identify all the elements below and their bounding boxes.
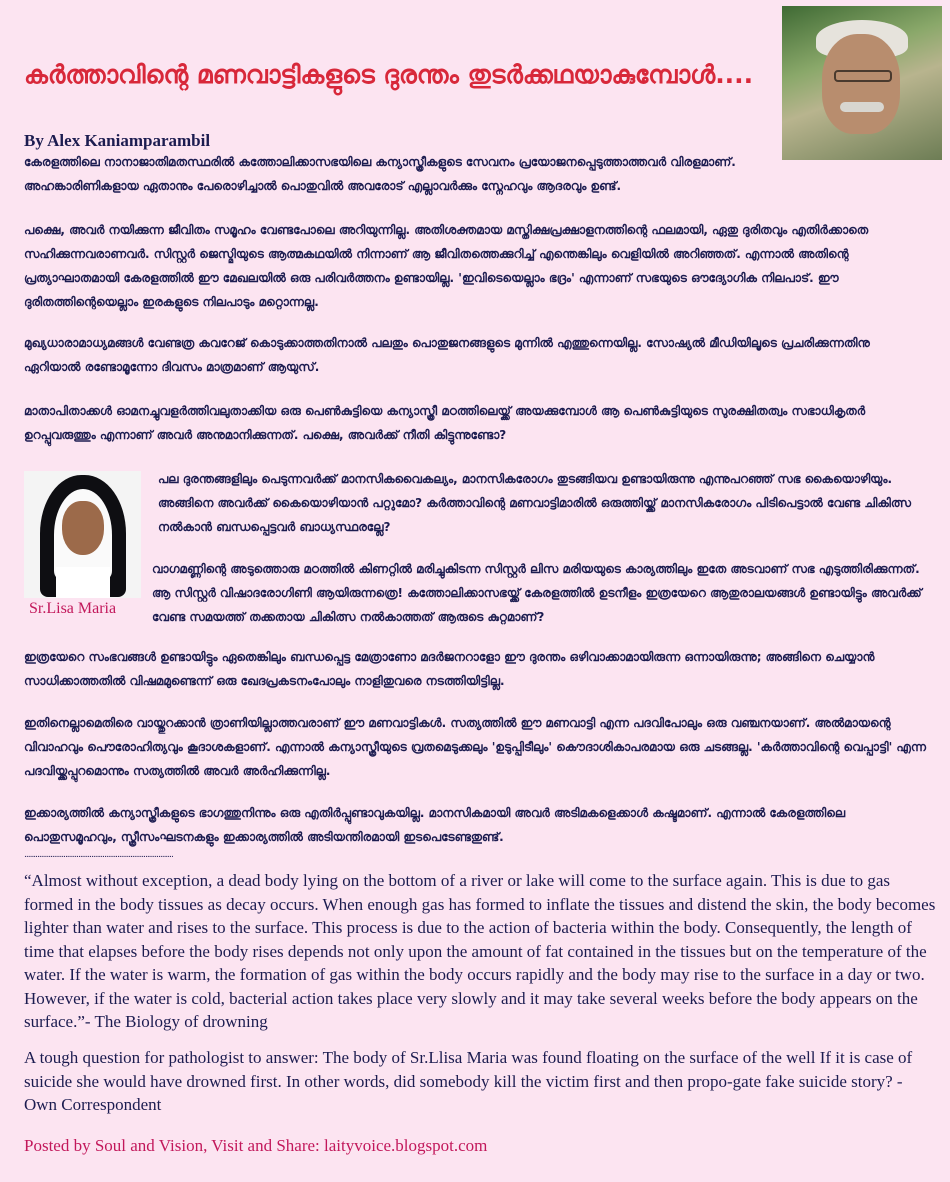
- drowning-quote: “Almost without exception, a dead body lying on the bottom of a river or lake will come to the surface again. This is due to gas formed in the body tissues as decay occurs. When enough gas has formed to inflate the tissues and distend the skin, the body becomes lighter than water and rises to the surface. This process is due to the action of bacteria within the body. Consequently, the length of time that elapses before the body rises depends not only upon the amount of fat contained in the tissues but on the temperature of the water. If the water is warm, the formation of gas within the body occurs rapidly and the body may rise to the surface in a day or two. However, if the water is cold, bacterial action takes place very slowly and it may take several weeks before the body appears on the surface.”- The Biology of drowning: [24, 871, 936, 1031]
- nun-photo-collar: [56, 567, 110, 598]
- sister-lisa-maria-photo: [24, 471, 141, 598]
- paragraph-2: പക്ഷെ, അവർ നയിക്കുന്ന ജീവിതം സമൂഹം വേണ്ടപോലെ അറിയുന്നില്ല. അതിശക്തമായ മസ്തിക്ഷപ്രക്ഷാളനത്തിന്റെ ഫലമായി, ഏതു ദുരിതവും എതിർക്കാതെ സഹിക്കുന്നവരാണവർ. സിസ്റ്റർ ജെസ്മിയുടെ ആത്മകഥയിൽ നിന്നാണ് ആ ജീവിതത്തെക്കുറിച്ച് എന്തെങ്കിലും വെളിയിൽ അറിഞ്ഞത്. എന്നാൽ അതിന്റെ പ്രത്യാഘാതമായി കേരളത്തിൽ ഈ മേഖലയിൽ ഒരു പരിവർത്തനം ഉണ്ടായില്ല. 'ഇവിടെയെല്ലാം ഭദ്രം' എന്നാണ് സഭയുടെ ഔദ്യോഗിക നിലപാട്. ഈ ദുരിതത്തിന്റെയെല്ലാം ഇരകളുടെ നിലപാടും മറ്റൊന്നല്ല.: [24, 223, 869, 309]
- paragraph-7: ഇത്രയേറെ സംഭവങ്ങൾ ഉണ്ടായിട്ടും ഏതെങ്കിലും ബന്ധപ്പെട്ട മേത്രാണോ മദർജനറാളോ ഈ ദുരന്തം ഒഴിവാക്കാമായിരുന്ന ഒന്നായിരുന്നു; അങ്ങിനെ ചെയ്യാൻ സാധിക്കാത്തതിൽ വിഷമമുണ്ടെന്ന് ഒരു ഖേദപ്രകടനംപോലും നാളിതുവരെ നടത്തിയിട്ടില്ല.: [24, 650, 875, 688]
- paragraph-3: മുഖ്യധാരാമാധ്യമങ്ങൾ വേണ്ടത്ര കവറേജ് കൊടുക്കാത്തതിനാൽ പലതും പൊതുജനങ്ങളുടെ മുന്നിൽ എത്തുന്നെയില്ല. സോഷ്യൽ മീഡിയിലൂടെ പ്രചരിക്കുന്നതിനു ഏറിയാൽ രണ്ടോമൂന്നോ ദിവസം മാത്രമാണ് ആയുസ്.: [24, 336, 870, 374]
- author-photo: [782, 6, 942, 160]
- author-photo-glasses: [834, 70, 892, 82]
- author-photo-mustache: [840, 102, 884, 112]
- paragraph-6: വാഗമണ്ണിന്റെ അടുത്തൊരു മഠത്തിൽ കിണറ്റിൽ മരിച്ചുകിടന്ന സിസ്റ്റർ ലിസ മരിയയുടെ കാര്യത്തിലും ഇതേ അടവാണ് സഭ എടുത്തിരിക്കുന്നത്. ആ സിസ്റ്റർ വിഷാദരോഗിണി ആയിരുന്നത്രെ! കത്തോലിക്കാസഭയ്ക്ക് കേരളത്തിൽ ഉടനീളം ഇത്രയേറെ ആതുരാലയങ്ങൾ ഉണ്ടായിട്ടും അവർക്ക് വേണ്ട സമയത്ത് തക്കതായ ചികിത്സ നൽകാത്തത് ആരുടെ കുറ്റമാണ്?: [152, 562, 922, 624]
- paragraph-1: കേരളത്തിലെ നാനാജാതിമതസ്ഥരിൽ കത്തോലിക്കാസഭയിലെ കന്യാസ്ത്രീകളുടെ സേവനം പ്രയോജനപ്പെടുത്താത്തവർ വിരളമാണ്. അഹങ്കാരിണികളായ ഏതാനും പേരൊഴിച്ചാൽ പൊതുവിൽ അവരോട് എല്ലാവർക്കും സ്നേഹവും ആദരവും ഉണ്ട്.: [24, 155, 736, 193]
- pathologist-question: A tough question for pathologist to answer: The body of Sr.Llisa Maria was found floating on the surface of the well If it is case of suicide she would have drowned first. In other words, did somebody kill the victim first and then propo-gate fake suicide story? - Own Correspondent: [24, 1048, 913, 1114]
- separator-dots: ................................................................................: [24, 850, 173, 860]
- paragraph-9: ഇക്കാര്യത്തിൽ കന്യാസ്ത്രീകളുടെ ഭാഗത്തുനിന്നും ഒരു എതിർപ്പുണ്ടാവുകയില്ല. മാനസികമായി അവർ അടിമകളെക്കാൾ കഷ്ടമാണ്. എന്നാൽ കേരളത്തിലെ പൊതുസമൂഹവും, സ്ത്രീസംഘടനകളും ഇക്കാര്യത്തിൽ അടിയന്തിരമായി ഇടപെടേണ്ടതുണ്ട്.: [24, 806, 846, 844]
- article-byline: By Alex Kaniamparambil: [24, 131, 211, 150]
- photo-caption: Sr.Lisa Maria: [29, 600, 117, 617]
- paragraph-8: ഇതിനെല്ലാമെതിരെ വായ്തുറക്കാൻ ത്രാണിയില്ലാത്തവരാണ് ഈ മണവാട്ടികൾ. സത്യത്തിൽ ഈ മണവാട്ടി എന്ന പദവിപോലും ഒരു വഞ്ചനയാണ്. അൽമായന്റെ വിവാഹവും പൌരോഹിത്യവും കൂദാശകളാണ്. എന്നാൽ കന്യാസ്ത്രീയുടെ വ്രതമെടുക്കലും 'ഉടുപ്പിടീലും' കൌദാശികാപരമായ ഒരു ചടങ്ങല്ല. 'കർത്താവിന്റെ വെപ്പാട്ടി' എന്ന പദവിയ്ക്കപ്പുറമൊന്നും സത്യത്തിൽ അവർ അർഹിക്കുന്നില്ല.: [24, 716, 926, 778]
- nun-photo-face: [62, 501, 104, 555]
- article-title: കർത്താവിന്റെ മണവാട്ടികളുടെ ദുരന്തം തുടർക്കഥയാകുമ്പോൾ....: [24, 60, 754, 89]
- posted-by-footer: Posted by Soul and Vision, Visit and Share: laityvoice.blogspot.com: [24, 1136, 488, 1155]
- paragraph-4: മാതാപിതാക്കൾ ഓമനച്ചുവളർത്തിവലുതാക്കിയ ഒരു പെൺകുട്ടിയെ കന്യാസ്ത്രീ മഠത്തിലെയ്ക്ക് അയക്കുമ്പോൾ ആ പെൺകുട്ടിയുടെ സുരക്ഷിതത്വം സഭാധികൃതർ ഉറപ്പുവരുത്തും എന്നാണ് അവർ അനുമാനിക്കുന്നത്. പക്ഷെ, അവർക്ക് നീതി കിട്ടുന്നുണ്ടോ?: [24, 404, 866, 442]
- author-photo-face: [822, 34, 900, 134]
- paragraph-5: പല ദുരന്തങ്ങളിലും പെടുന്നവർക്ക് മാനസികവൈകല്യം, മാനസികരോഗം തുടങ്ങിയവ ഉണ്ടായിരുന്നു എന്നുപറഞ്ഞ് സഭ കൈയൊഴിയും. അങ്ങിനെ അവർക്ക് കൈയൊഴിയാൻ പറ്റുമോ? കർത്താവിന്റെ മണവാട്ടിമാരിൽ ഒരുത്തിയ്ക്ക് മാനസികരോഗം പിടിപെട്ടാൽ വേണ്ട ചികിത്സ നൽകാൻ ബന്ധപ്പെട്ടവർ ബാധ്യസ്ഥരല്ലേ?: [158, 472, 912, 534]
